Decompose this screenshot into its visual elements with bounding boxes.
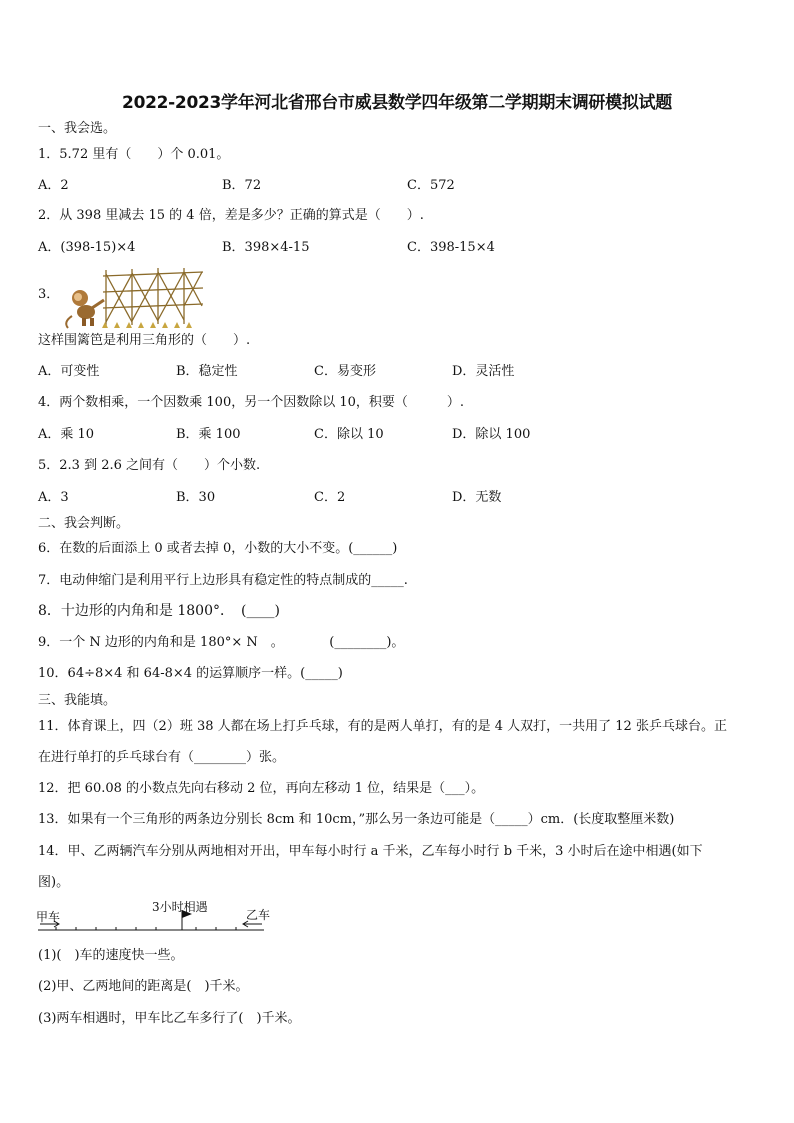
question-14-line-2: 图)。 bbox=[38, 875, 70, 890]
question-9: 9．一个 N 边形的内角和是 180°× N 。 (________)。 bbox=[38, 635, 405, 650]
q5-option-c: C．2 bbox=[314, 490, 346, 505]
q5-option-b: B．30 bbox=[176, 490, 216, 505]
q3-option-a: A．可变性 bbox=[38, 364, 100, 379]
question-6: 6．在数的后面添上 0 或者去掉 0，小数的大小不变。(______) bbox=[38, 541, 398, 556]
grass bbox=[102, 322, 192, 328]
question-1: 1．5.72 里有（ ）个 0.01。 bbox=[38, 147, 230, 162]
monkey-figure bbox=[66, 290, 104, 328]
question-4: 4．两个数相乘，一个因数乘 100，另一个因数除以 10，积要（ ）. bbox=[38, 395, 465, 410]
q4-option-d: D．除以 100 bbox=[452, 427, 531, 442]
question-3-number: 3． bbox=[38, 287, 60, 302]
question-14-sub-1: (1)( )车的速度快一些。 bbox=[38, 948, 184, 963]
car-b-label: 乙车 bbox=[246, 908, 271, 922]
page-title: 2022-2023学年河北省邢台市威县数学四年级第二学期期末调研模拟试题 bbox=[122, 93, 672, 113]
question-8: 8．十边形的内角和是 1800°． (____) bbox=[38, 603, 280, 619]
q1-option-b: B．72 bbox=[222, 178, 262, 193]
q1-option-a: A．2 bbox=[38, 178, 69, 193]
meeting-label: 3小时相遇 bbox=[152, 900, 208, 914]
section-3-heading: 三、我能填。 bbox=[38, 693, 117, 708]
question-14-line-1: 14．甲、乙两辆汽车分别从两地相对开出，甲车每小时行 a 千米，乙车每小时行 b 千米，3 小时后在途中相遇(如下 bbox=[38, 844, 703, 859]
question-14-sub-3: (3)两车相遇时，甲车比乙车多行了( )千米。 bbox=[38, 1011, 301, 1026]
question-14-sub-2: (2)甲、乙两地间的距离是( )千米。 bbox=[38, 979, 249, 994]
q2-option-c: C．398-15×4 bbox=[407, 240, 495, 255]
q2-option-a: A．(398-15)×4 bbox=[38, 240, 136, 255]
question-11-line-1: 11．体育课上，四（2）班 38 人都在场上打乒乓球，有的是两人单打，有的是 4 人双打，一共用了 12 张乒乓球台。正 bbox=[38, 719, 727, 734]
fence-illustration bbox=[58, 262, 208, 332]
question-5: 5．2.3 到 2.6 之间有（ ）个小数. bbox=[38, 458, 261, 473]
q1-option-c: C．572 bbox=[407, 178, 455, 193]
section-2-heading: 二、我会判断。 bbox=[38, 516, 130, 531]
car-a-label: 甲车 bbox=[36, 910, 61, 924]
question-10: 10．64÷8×4 和 64-8×4 的运算顺序一样。(_____) bbox=[38, 666, 343, 681]
q3-option-b: B．稳定性 bbox=[176, 364, 238, 379]
question-2: 2．从 398 里减去 15 的 4 倍，差是多少？正确的算式是（ ）. bbox=[38, 208, 424, 223]
question-13: 13．如果有一个三角形的两条边分别长 8cm 和 10cm，”那么另一条边可能是（_____）cm．(长度取整厘米数) bbox=[38, 812, 675, 827]
q5-option-d: D．无数 bbox=[452, 490, 502, 505]
q5-option-a: A．3 bbox=[38, 490, 69, 505]
fence-lattice bbox=[103, 268, 203, 326]
q4-option-a: A．乘 10 bbox=[38, 427, 95, 442]
q2-option-b: B．398×4-15 bbox=[222, 240, 310, 255]
q4-option-b: B．乘 100 bbox=[176, 427, 241, 442]
q3-option-d: D．灵活性 bbox=[452, 364, 515, 379]
q3-option-c: C．易变形 bbox=[314, 364, 376, 379]
question-12: 12．把 60.08 的小数点先向右移动 2 位，再向左移动 1 位，结果是（___）。 bbox=[38, 781, 485, 796]
section-1-heading: 一、我会选。 bbox=[38, 121, 117, 136]
meeting-diagram bbox=[36, 898, 276, 940]
question-3: 这样围篱笆是利用三角形的（ ）. bbox=[38, 333, 251, 348]
question-11-line-2: 在进行单打的乒乓球台有（________）张。 bbox=[38, 750, 286, 765]
question-7: 7．电动伸缩门是利用平行上边形具有稳定性的特点制成的_____. bbox=[38, 573, 408, 588]
q4-option-c: C．除以 10 bbox=[314, 427, 384, 442]
